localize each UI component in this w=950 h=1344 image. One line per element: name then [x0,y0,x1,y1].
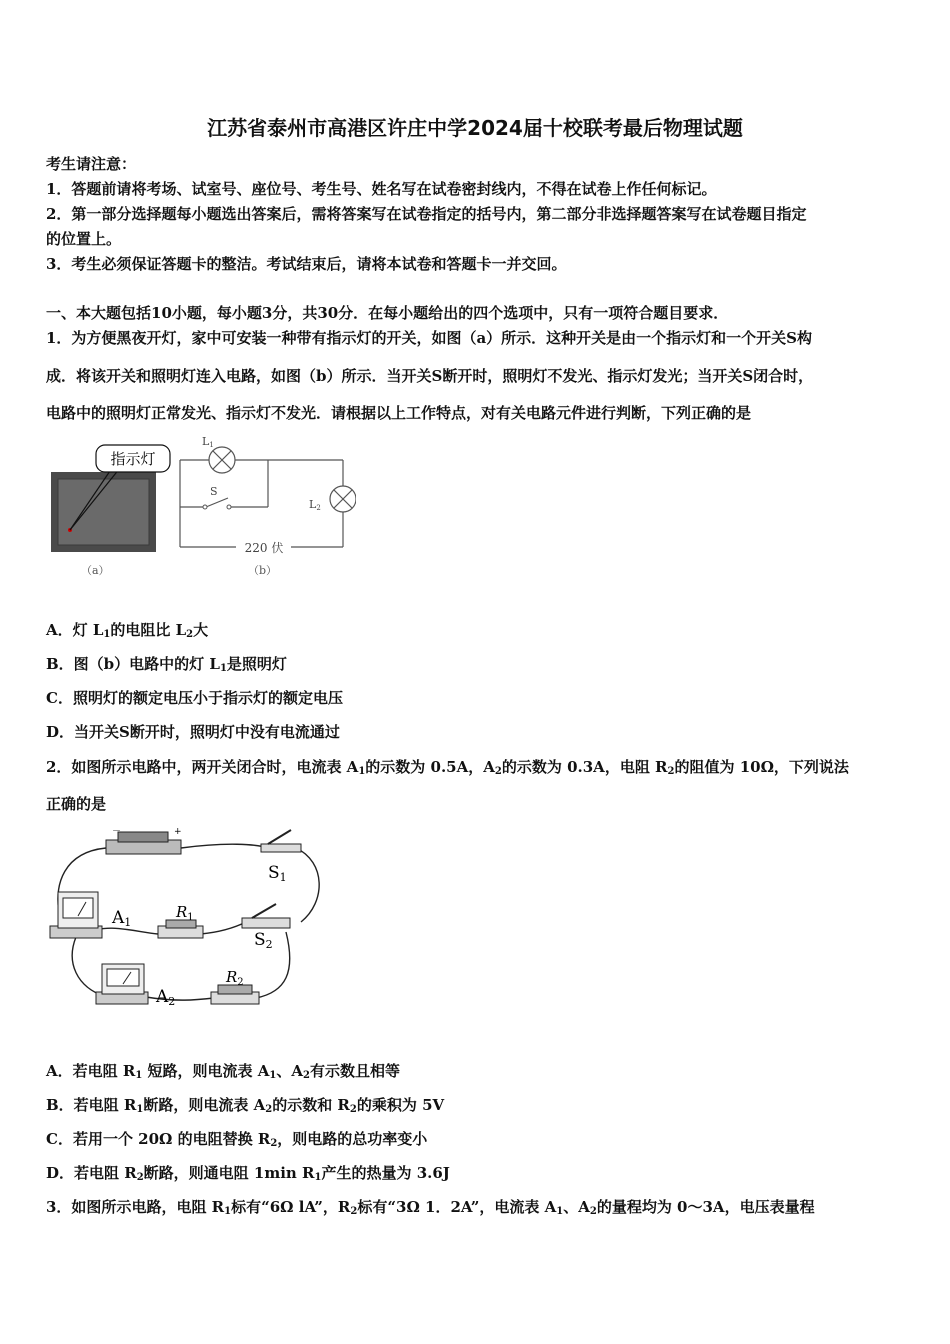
notice-item-2-cont: 的位置上。 [46,230,122,248]
q1-figure-a [46,440,176,580]
s2-label: S2 [254,930,273,951]
wire [201,922,246,934]
q1-line-1: 1．为方便黑夜开灯，家中可安装一种带有指示灯的开关，如图（a）所示．这种开关是由一个指示灯和一个开关S构 [46,329,812,347]
battery-plus: + [174,827,182,837]
notice-item-1: 1．答题前请将考场、试室号、座位号、考生号、姓名写在试卷密封线内，不得在试卷上作任何标记。 [46,180,717,198]
q2-line-1: 2．如图所示电路中，两开关闭合时，电流表 $A_1$的示数为 0.5A，$A_2$的示数为 0.3A，电阻 $R_2$的阻值为 10Ω，下列说法 [46,758,849,777]
q2-option-a: A．若电阻 $R_1$ 短路，则电流表 $A_1$、$A_2$有示数且相等 [46,1062,400,1081]
q3-line-1: 3．如图所示电路，电阻 $R_1$标有“6Ω lA”，$R_2$标有“3Ω 1．2A”，电流表 $A_1$、$A_2$的量程均为 0～3A，电压表量程 [46,1198,815,1217]
q2-option-b: B．若电阻 $R_1$断路，则电流表 $A_2$的示数和 $R_2$的乘积为 5V [46,1096,445,1115]
lamp-l1-label: L1 [202,435,214,449]
q2-option-d: D．若电阻 $R_2$断路，则通电阻 1min $R_1$产生的热量为 3.6J [46,1164,450,1183]
s1-label: S1 [268,863,287,884]
a2-label: A2 [156,987,176,1008]
notice-item-2: 2．第一部分选择题每小题选出答案后，需将答案写在试卷指定的括号内，第二部分非选择题答案写在试卷题目指定 [46,205,807,223]
q1-option-a: A．灯 $L_1$的电阻比 $L_2$大 [46,621,209,640]
caption-b: （b） [248,564,278,577]
page-title: 江苏省泰州市高港区许庄中学2024届十校联考最后物理试题 [207,116,743,140]
q2-figure [46,822,336,1022]
notice-item-3: 3．考生必须保证答题卡的整洁。考试结束后，请将本试卷和答题卡一并交回。 [46,255,567,273]
q2-line-2: 正确的是 [46,795,107,813]
r2-label: $R_2$ [226,968,244,988]
q1-line-2: 成．将该开关和照明灯连入电路，如图（b）所示．当开关S断开时，照明灯不发光、指示灯发光；当开关S闭合时， [46,367,814,385]
callout-label: 指示灯 [110,450,156,468]
switch-s2 [242,918,290,928]
r1-label: $R_1$ [176,903,194,923]
q2-option-c: C．若用一个 20Ω 的电阻替换 $R_2$，则电路的总功率变小 [46,1130,428,1149]
a1-label: A1 [112,908,132,929]
q1-option-d: D．当开关S断开时，照明灯中没有电流通过 [46,723,340,741]
switch-label: S [210,485,218,498]
caption-a: （a） [81,564,110,577]
q1-option-b: B．图（b）电路中的灯 $L_1$是照明灯 [46,655,287,674]
lamp-l2-label: L2 [309,498,321,512]
notice-heading: 考生请注意： [46,155,137,173]
switch-s1 [261,844,301,852]
wire [72,937,106,997]
wire [181,844,268,848]
voltage-label: 220 伏 [244,541,284,555]
battery-cell [118,832,168,842]
q1-figure-b [176,432,356,582]
section-heading: 一、本大题包括10小题，每小题3分，共30分．在每小题给出的四个选项中，只有一项符合题目要求． [46,304,729,322]
q1-option-c: C．照明灯的额定电压小于指示灯的额定电压 [46,689,343,707]
battery-minus: － [112,827,122,837]
wire [296,848,319,922]
q1-line-3: 电路中的照明灯正常发光、指示灯不发光．请根据以上工作特点，对有关电路元件进行判断，下列正确的是 [46,404,752,422]
